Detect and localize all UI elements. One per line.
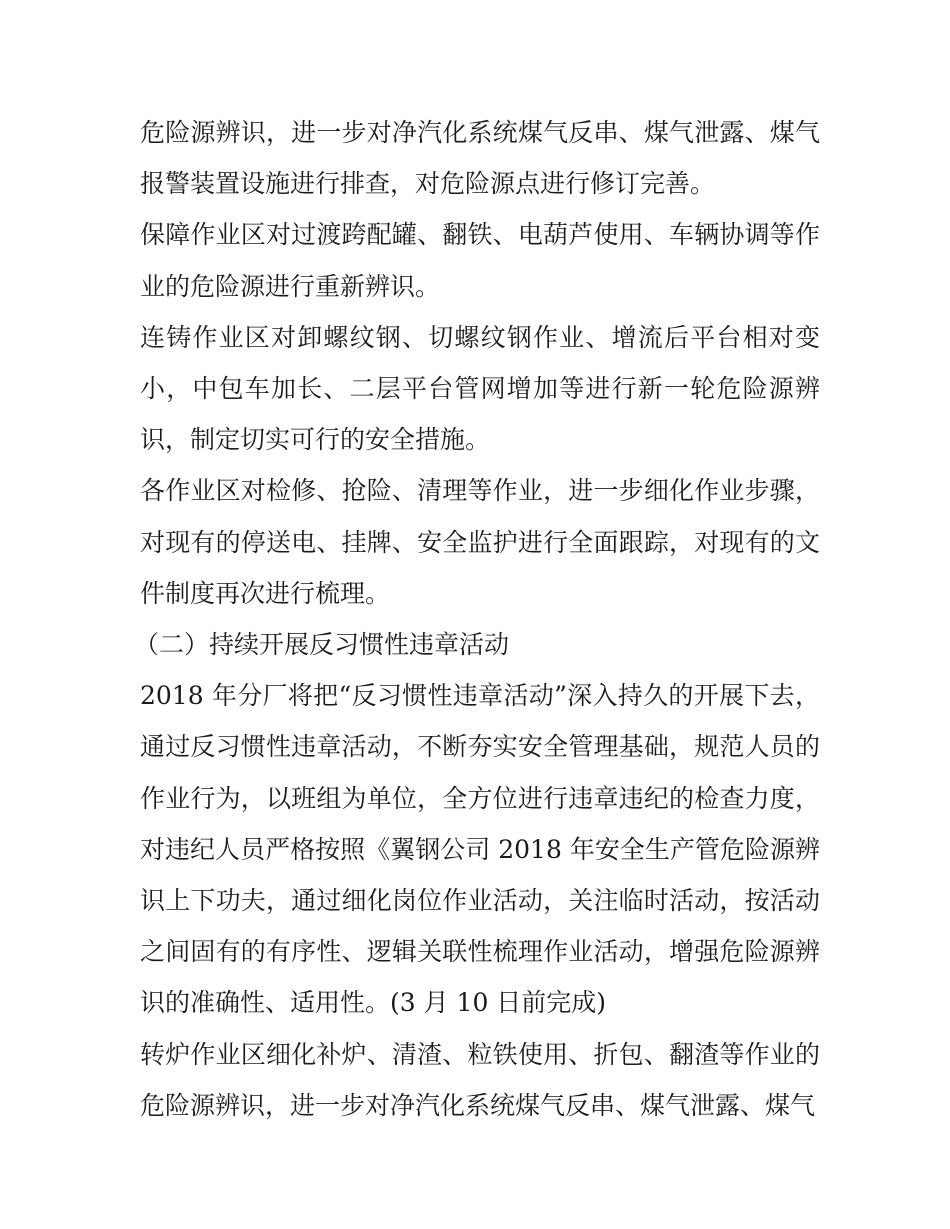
paragraph-2018-anti-violation: 2018 年分厂将把“反习惯性违章活动”深入持久的开展下去，通过反习惯性违章活动，不断夯实安全管理基础，规范人员的作业行为，以班组为单位，全方位进行违章违纪的检查力度，对违纪人员严格按照《翼钢公司 2018 年安全生产管危险源辨识上下功夫，通过细化岗位作业活动，关注临时活动，按活动之间固有的有序性、逻辑关联性梳理作业活动，增强危险源辨识的准确性、适用性。(3 月 10 日前完成)	[140, 681, 820, 1018]
document-body	[134, 107, 820, 1131]
paragraph-all-work-areas: 各作业区对检修、抢险、清理等作业，进一步细化作业步骤，对现有的停送电、挂牌、安全监护进行全面跟踪，对现有的文件制度再次进行梳理。	[140, 476, 820, 608]
paragraph-support-area: 保障作业区对过渡跨配罐、翻铁、电葫芦使用、车辆协调等作业的危险源进行重新辨识。	[140, 220, 820, 301]
paragraph-converter-area: 转炉作业区细化补炉、清渣、粒铁使用、折包、翻渣等作业的危险源辨识，进一步对净汽化系统煤气反串、煤气泄露、煤气	[140, 1039, 820, 1120]
paragraph-continuous-casting-area: 连铸作业区对卸螺纹钢、切螺纹钢作业、增流后平台相对变小，中包车加长、二层平台管网增加等进行新一轮危险源辨识，制定切实可行的安全措施。	[140, 322, 820, 455]
section-heading-anti-violation: （二）持续开展反习惯性违章活动	[134, 630, 510, 660]
paragraph-hazard-identification-continued: 危险源辨识，进一步对净汽化系统煤气反串、煤气泄露、煤气报警装置设施进行排查，对危险源点进行修订完善。	[140, 118, 820, 199]
